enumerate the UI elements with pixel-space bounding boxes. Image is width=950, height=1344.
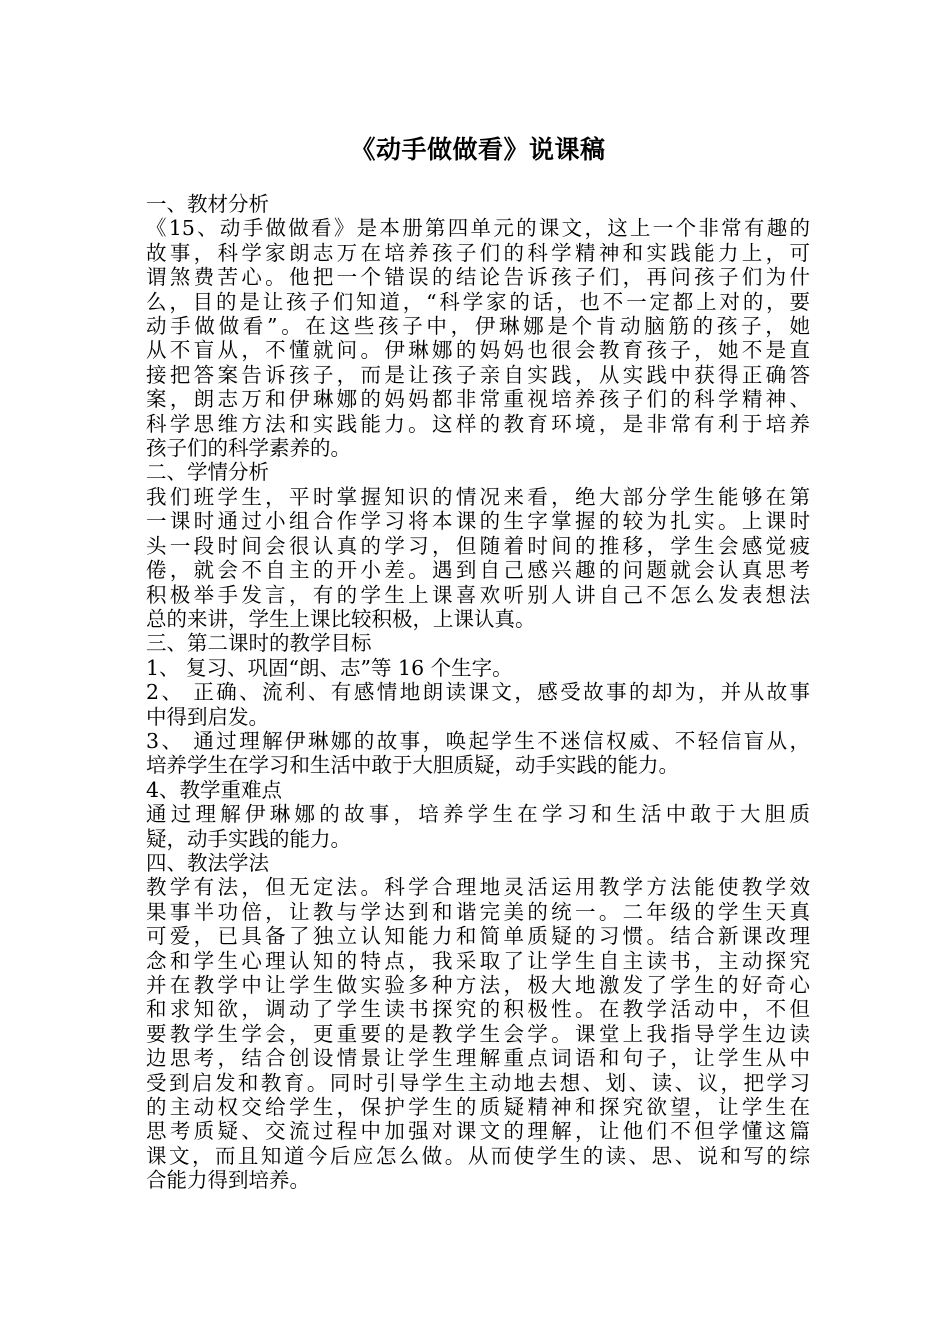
text-line: 孩子们的科学素养的。 xyxy=(146,436,351,461)
text-line: 和求知欲，调动了学生读书探究的积极性。在教学活动中，不但 xyxy=(146,997,810,1022)
text-line: 可爱，已具备了独立认知能力和简单质疑的习惯。结合新课改理 xyxy=(146,924,810,949)
text-line: 受到启发和教育。同时引导学生主动地去想、划、读、议，把学习 xyxy=(146,1070,810,1095)
text-line: 积极举手发言，有的学生上课喜欢听别人讲自己不怎么发表想法 xyxy=(146,582,810,607)
text-line: 接把答案告诉孩子，而是让孩子亲自实践，从实践中获得正确答 xyxy=(146,362,810,387)
text-line: 总的来讲，学生上课比较积极，上课认真。 xyxy=(146,606,536,631)
text-line: 的主动权交给学生，保护学生的质疑精神和探究欲望，让学生在 xyxy=(146,1095,810,1120)
text-line: 4、教学重难点 xyxy=(146,777,283,802)
text-line: 倦，就会不自主的开小差。遇到自己感兴趣的问题就会认真思考 xyxy=(146,558,810,583)
text-line: 合能力得到培养。 xyxy=(146,1168,310,1193)
text-line: 谓煞费苦心。他把一个错误的结论告诉孩子们，再问孩子们为什 xyxy=(146,265,810,290)
text-line: 疑，动手实践的能力。 xyxy=(146,826,351,851)
text-line: 并在教学中让学生做实验多种方法，极大地激发了学生的好奇心 xyxy=(146,973,810,997)
text-line: 培养学生在学习和生活中敢于大胆质疑，动手实践的能力。 xyxy=(146,753,679,778)
text-line: 1、 复习、巩固“朗、志”等 16 个生字。 xyxy=(146,655,513,680)
text-line: 头一段时间会很认真的学习，但随着时间的推移，学生会感觉疲 xyxy=(146,533,810,558)
text-line: 课文，而且知道今后应怎么做。从而使学生的读、思、说和写的综 xyxy=(146,1143,810,1168)
text-line: 《15、动手做做看》是本册第四单元的课文，这上一个非常有趣的 xyxy=(146,216,810,241)
document-body xyxy=(146,192,810,1193)
text-line: 一课时通过小组合作学习将本课的生字掌握的较为扎实。上课时 xyxy=(146,509,810,534)
text-line: 科学思维方法和实践能力。这样的教育环境，是非常有利于培养 xyxy=(146,411,810,436)
document-page xyxy=(146,128,810,1193)
text-line: 我们班学生，平时掌握知识的情况来看，绝大部分学生能够在第 xyxy=(146,484,810,509)
text-line: 通过理解伊琳娜的故事，培养学生在学习和生活中敢于大胆质 xyxy=(146,802,810,827)
text-line: 教学有法，但无定法。科学合理地灵活运用教学方法能使教学效 xyxy=(146,875,810,900)
text-line: 动手做做看”。在这些孩子中，伊琳娜是个肯动脑筋的孩子，她 xyxy=(146,314,810,339)
document-title: 《动手做做看》说课稿 xyxy=(350,135,606,164)
text-line: 2、 正确、流利、有感情地朗读课文，感受故事的却为，并从故事 xyxy=(146,680,810,705)
text-line: 念和学生心理认知的特点，我采取了让学生自主读书，主动探究 xyxy=(146,948,810,973)
text-line: 要教学生学会，更重要的是教学生会学。课堂上我指导学生边读 xyxy=(146,1021,810,1046)
text-line: 故事，科学家朗志万在培养孩子们的科学精神和实践能力上，可 xyxy=(146,240,810,265)
text-line: 四、教法学法 xyxy=(146,850,269,875)
text-line: 果事半功倍，让教与学达到和谐完美的统一。二年级的学生天真 xyxy=(146,899,810,924)
text-line: 一、教材分析 xyxy=(146,192,269,216)
text-line: 3、 通过理解伊琳娜的故事，唤起学生不迷信权威、不轻信盲从， xyxy=(146,728,810,753)
text-line: 边思考，结合创设情景让学生理解重点词语和句子，让学生从中 xyxy=(146,1046,810,1071)
text-line: 三、第二课时的教学目标 xyxy=(146,631,372,656)
text-line: 中得到启发。 xyxy=(146,704,269,729)
text-line: 案，朗志万和伊琳娜的妈妈都非常重视培养孩子们的科学精神、 xyxy=(146,387,810,412)
text-line: 思考质疑、交流过程中加强对课文的理解，让他们不但学懂这篇 xyxy=(146,1119,810,1144)
text-line: 从不盲从，不懂就问。伊琳娜的妈妈也很会教育孩子，她不是直 xyxy=(146,338,810,363)
text-line: 二、学情分析 xyxy=(146,460,269,485)
text-line: 么，目的是让孩子们知道，“科学家的话，也不一定都上对的，要 xyxy=(146,289,810,314)
